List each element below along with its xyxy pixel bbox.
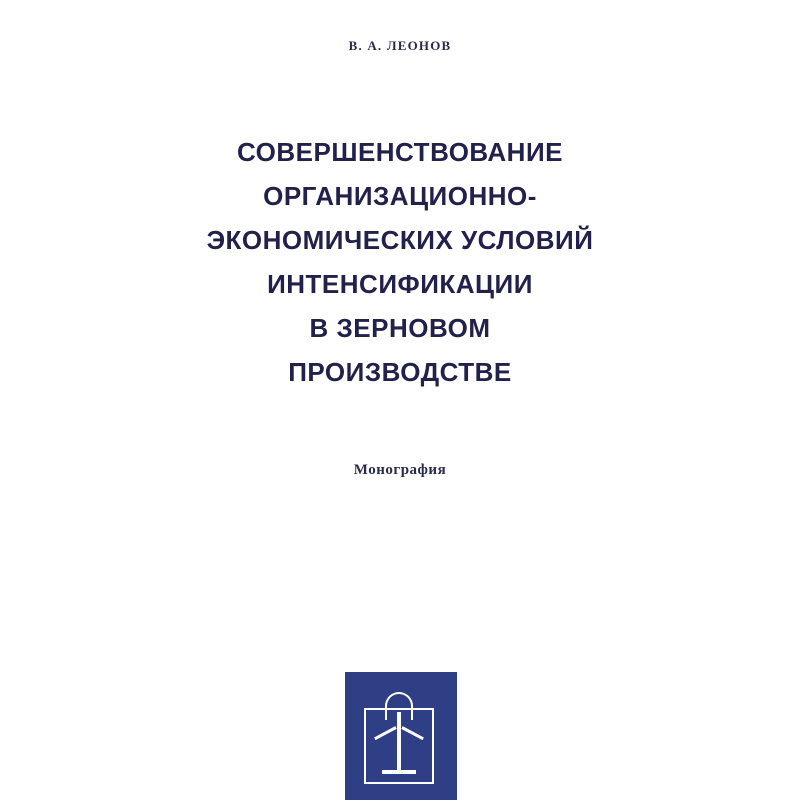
logo-base-shape xyxy=(382,770,416,774)
book-subtitle: Монография xyxy=(353,462,447,478)
author-name: В. А. ЛЕОНОВ xyxy=(348,38,452,53)
title-line: ЭКОНОМИЧЕСКИХ УСЛОВИЙ xyxy=(206,225,594,255)
title-line: ОРГАНИЗАЦИОННО- xyxy=(263,181,537,211)
publisher-logo-mark xyxy=(364,686,438,786)
logo-stem-shape xyxy=(397,712,401,772)
title-line: СОВЕРШЕНСТВОВАНИЕ xyxy=(237,137,563,167)
title-line: ПРОИЗВОДСТВЕ xyxy=(288,357,512,387)
title-line: В ЗЕРНОВОМ xyxy=(309,313,491,343)
title-line: ИНТЕНСИФИКАЦИИ xyxy=(267,269,533,299)
book-title xyxy=(150,130,650,394)
publisher-logo-icon xyxy=(345,672,457,800)
